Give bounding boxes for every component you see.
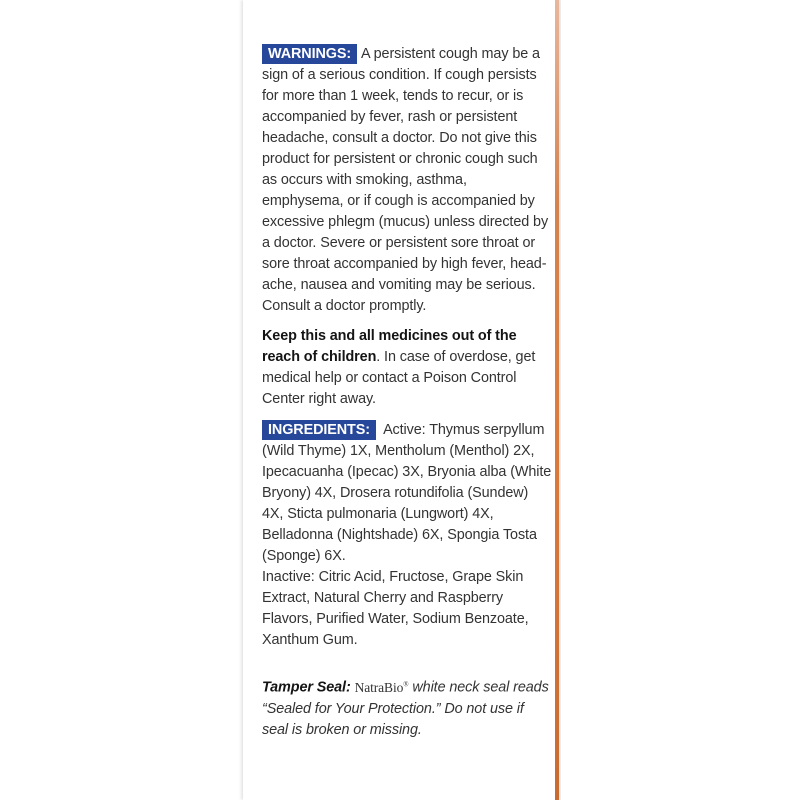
- keep-away-heading: Keep this and all medicines out of the reach of children: [262, 328, 517, 365]
- warnings-section: [262, 44, 552, 317]
- tamper-seal-label: Tamper Seal:: [262, 679, 351, 696]
- warnings-text: A persistent cough may be a sign of a serious condition. If cough persists for more than 1 week, tends to recur, or is accompanied by fever, rash or persistent headache, consult a doctor. Do not give this product for persistent or chronic cough such as occurs with smoking, asthma, emphysema, or if cough is accompanied by excessive phlegm (mucus) unless directed by a doctor. Severe or persistent sore throat or sore throat accompanied by high fever, head-ache, nausea and vomiting may be serious. Consult a doctor promptly.: [262, 46, 549, 314]
- ingredients-section: [262, 420, 552, 567]
- label-text-block: [262, 44, 552, 741]
- brand-name: NatraBio®: [354, 679, 409, 695]
- keep-away-text: . In case of overdose, get medical help or contact a Poison Control Center right away.: [262, 349, 536, 407]
- registered-mark: ®: [403, 680, 409, 688]
- warnings-label: WARNINGS:: [262, 44, 357, 64]
- inactive-ingredients-text: Citric Acid, Fructose, Grape Skin Extract, Natural Cherry and Raspberry Flavors, Purified Water, Sodium Benzoate, Xanthum Gum.: [262, 569, 529, 648]
- inactive-ingredients-label: Inactive:: [262, 569, 315, 585]
- carton-edge-shadow: [559, 0, 561, 800]
- tamper-seal-section: [262, 674, 552, 741]
- ingredients-label: INGREDIENTS:: [262, 420, 376, 440]
- active-ingredients-text: Thymus serpyllum (Wild Thyme) 1X, Mentholum (Menthol) 2X, Ipecacuanha (Ipecac) 3X, Bryonia alba (White Bryony) 4X, Drosera rotundifolia (Sundew) 4X, Sticta pulmonaria (Lungwort) 4X, Belladonna (Nightshade) 6X, Spongia Tosta (Sponge) 6X.: [262, 422, 552, 564]
- inactive-ingredients: [262, 567, 552, 651]
- keep-away-section: [262, 326, 552, 410]
- tamper-seal-text: white neck seal reads “Sealed for Your Protection.” Do not use if seal is broken or missing.: [262, 679, 549, 738]
- active-ingredients-label: Active:: [383, 422, 426, 438]
